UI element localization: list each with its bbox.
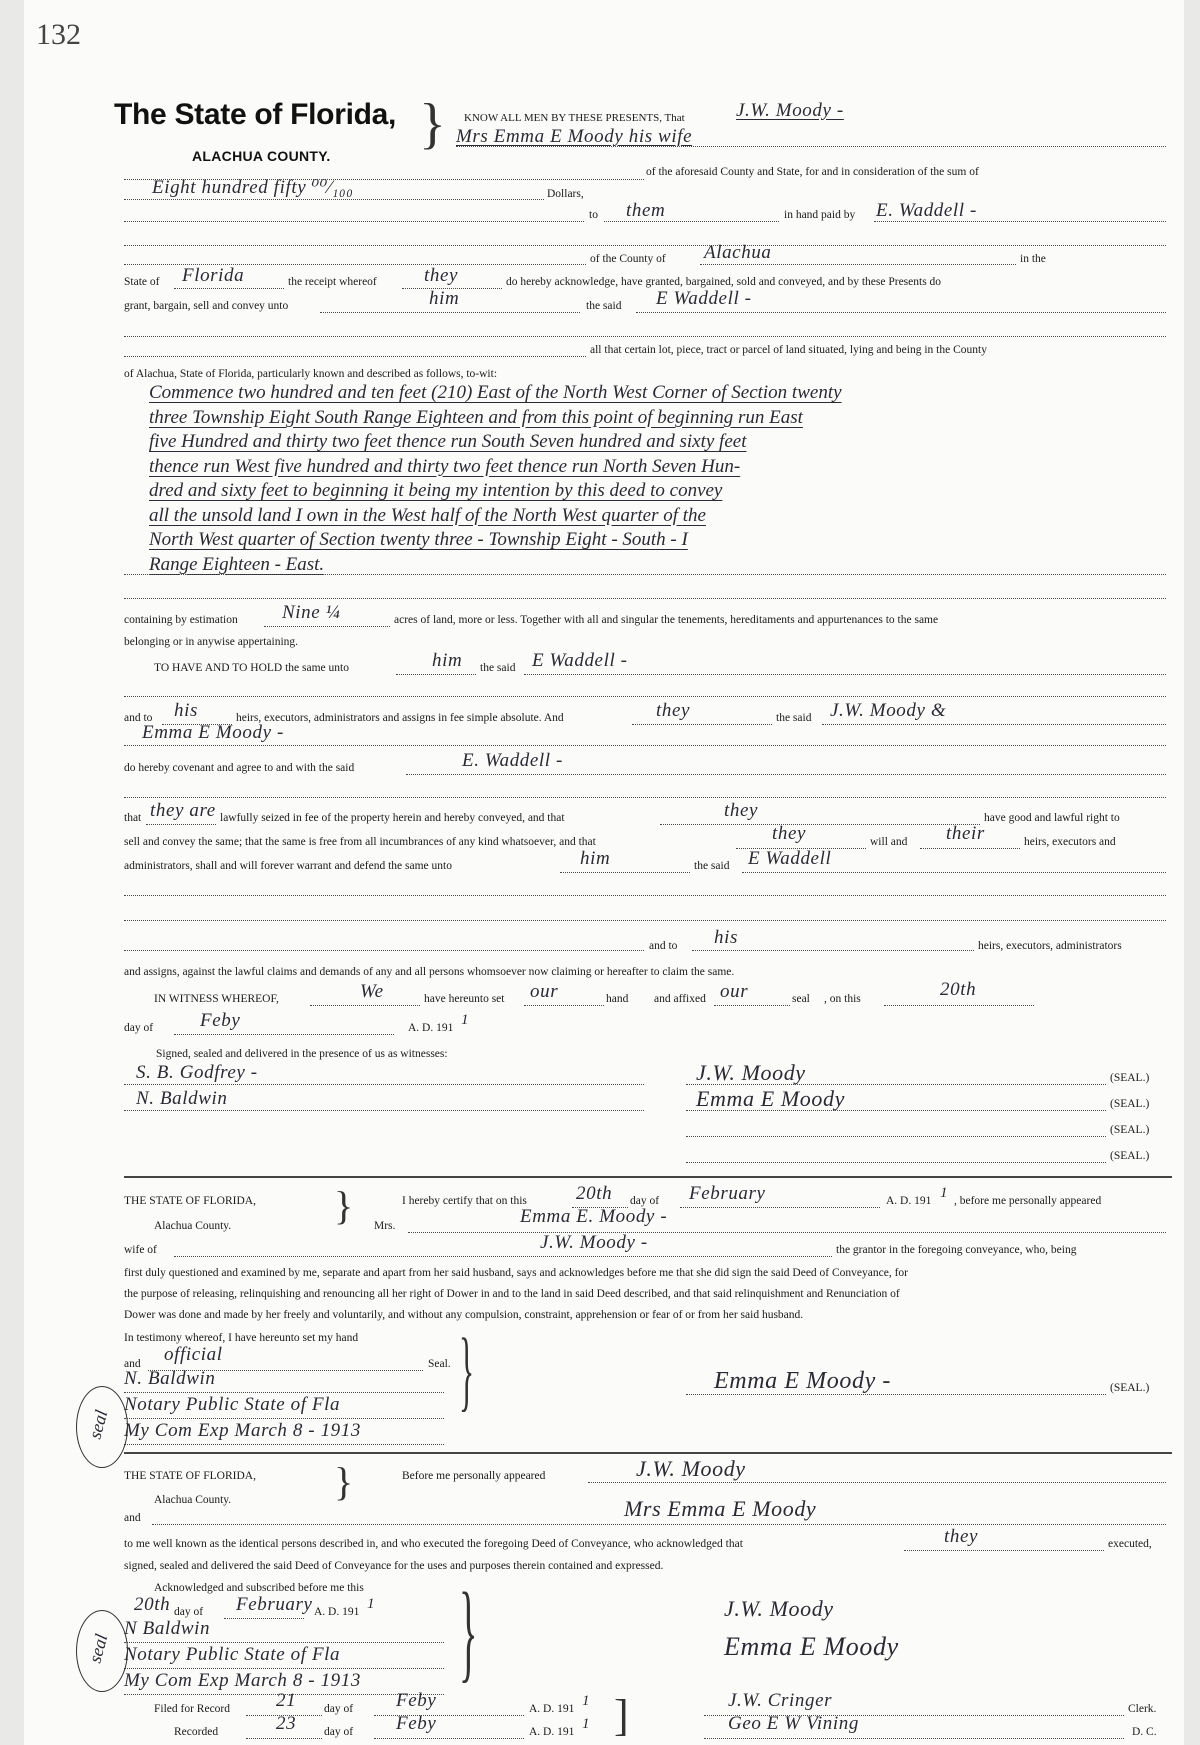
cert2-name-2: Mrs Emma E Moody <box>624 1496 817 1521</box>
rule <box>742 872 1166 873</box>
testimony-brace: } <box>459 1321 475 1420</box>
cert1-brace: } <box>334 1183 354 1228</box>
on-this-label: , on this <box>824 993 861 1005</box>
cert1-before-text: , before me personally appeared <box>954 1195 1102 1207</box>
rule <box>124 797 1166 798</box>
amount-handwritten: Eight hundred fifty ⁰⁰⁄₁₀₀ <box>152 177 354 198</box>
husband-name: J.W. Moody - <box>540 1232 648 1253</box>
rule <box>124 1642 444 1643</box>
recorded-day: 23 <box>276 1713 297 1734</box>
cert1-para-1: first duly questioned and examined by me, separate and apart from her said husband, says and acknowledges before me that she did sign the said Deed of Conveyance, for <box>124 1267 908 1279</box>
and-to-label: and to <box>649 940 678 952</box>
cert2-day-of: day of <box>174 1606 204 1618</box>
acknowledged-text: Acknowledged and subscribed before me this <box>154 1582 364 1594</box>
that-label: that <box>124 812 142 824</box>
sell-text: sell and convey the same; that the same is free from all incumbrances of any kind whatsoever, and that <box>124 836 596 848</box>
they-are-handwritten: they are <box>150 800 216 821</box>
his-handwritten: his <box>174 700 198 721</box>
to-whom: them <box>626 200 666 221</box>
cert2-county: Alachua County. <box>154 1494 232 1506</box>
rule <box>174 1034 394 1035</box>
their-handwritten: their <box>946 823 985 844</box>
paid-by-name: E. Waddell - <box>876 200 977 221</box>
signature-2: Emma E Moody <box>696 1086 845 1111</box>
rule <box>152 1524 1166 1525</box>
mrs-label: Mrs. <box>374 1220 396 1232</box>
rule <box>406 774 1166 775</box>
rule <box>124 336 1166 337</box>
cert1-para-3: Dower was done and made by her freely and voluntarily, and without any compulsion, constraint, apprehension or fear of or from her said husband. <box>124 1309 804 1321</box>
before-text: Before me personally appeared <box>402 1470 546 1482</box>
day-of-label: day of <box>124 1022 154 1034</box>
rule <box>920 848 1020 849</box>
covenant-name: E. Waddell - <box>462 750 563 771</box>
cert2-signature-1: J.W. Moody <box>724 1596 834 1621</box>
habendum-name: E Waddell - <box>532 650 628 671</box>
lot-text: all that certain lot, piece, tract or parcel of land situated, lying and being in the County <box>590 344 987 356</box>
cert1-day: 20th <box>576 1183 613 1204</box>
recorded-month: Feby <box>396 1713 437 1734</box>
rule <box>680 1207 880 1208</box>
description-line: five Hundred and thirty two feet thence run South Seven hundred and sixty feet <box>149 431 747 452</box>
cert2-year: 1 <box>367 1596 376 1612</box>
rule <box>408 1232 1166 1233</box>
the-said-label: the said <box>776 712 812 724</box>
cert1-day-of: day of <box>630 1195 660 1207</box>
document-title: The State of Florida, <box>114 98 397 131</box>
ad-label: A. D. 191 <box>408 1022 454 1034</box>
rule <box>320 312 580 313</box>
signature-1: J.W. Moody <box>696 1060 806 1085</box>
cert2-brace: } <box>334 1459 354 1504</box>
cert1-county: Alachua County. <box>154 1220 232 1232</box>
clerk-signature: J.W. Cringer <box>728 1690 833 1711</box>
rule <box>704 1738 1124 1739</box>
rule <box>124 356 586 357</box>
certify-text: I hereby certify that on this <box>402 1195 527 1207</box>
dollars-label: Dollars, <box>547 188 584 200</box>
state-of-label: State of <box>124 276 160 288</box>
cert2-notary-name: N Baldwin <box>124 1618 211 1639</box>
assigns-text: and assigns, against the lawful claims and demands of any and all persons whomsoever now claiming or hereafter to claim the same. <box>124 966 735 978</box>
rule <box>310 1005 420 1006</box>
witness-1: S. B. Godfrey - <box>136 1062 258 1083</box>
rule <box>146 824 216 825</box>
have-set-label: have hereunto set <box>424 993 505 1005</box>
rule <box>124 920 1166 921</box>
dc-signature: Geo E W Vining <box>728 1713 859 1734</box>
page-number: 132 <box>36 18 81 51</box>
rule <box>524 1005 604 1006</box>
covenant-text: do hereby covenant and agree to and with the said <box>124 762 355 774</box>
notary-title: Notary Public State of Fla <box>124 1394 341 1415</box>
grantor-handwritten-1: J.W. Moody & <box>830 700 947 721</box>
receipt-label: the receipt whereof <box>288 276 377 288</box>
grantor-wife: Mrs Emma E Moody his wife <box>456 126 693 147</box>
description-line: dred and sixty feet to beginning it being my intention by this deed to convey <box>149 480 723 501</box>
county-heading: ALACHUA COUNTY. <box>192 148 331 164</box>
seal-mark-text: seal <box>84 1631 112 1665</box>
rule <box>124 745 1166 746</box>
description-line: thence run West five hundred and thirty two feet thence run North Seven Hun- <box>149 455 741 477</box>
seal-word-label: Seal. <box>428 1358 451 1370</box>
seal-label-3: (SEAL.) <box>1110 1124 1150 1136</box>
mrs-name: Emma E. Moody - <box>520 1206 668 1227</box>
recorded-label: Recorded <box>174 1726 219 1738</box>
good-right-text: have good and lawful right to <box>984 812 1120 824</box>
paid-by-label: in hand paid by <box>784 209 856 221</box>
rule <box>174 1256 832 1257</box>
testimony-text: In testimony whereof, I have hereunto set my hand <box>124 1332 359 1344</box>
belonging-text: belonging or in anywise appertaining. <box>124 636 299 648</box>
grantor-text: the grantor in the foregoing conveyance, who, being <box>836 1244 1077 1256</box>
in-the-label: in the <box>1020 253 1046 265</box>
cert2-commission: My Com Exp March 8 - 1913 <box>124 1670 361 1691</box>
cert2-notary-title: Notary Public State of Fla <box>124 1644 341 1665</box>
seal-label-1: (SEAL.) <box>1110 1072 1150 1084</box>
cert2-name-1: J.W. Moody <box>636 1456 746 1481</box>
rule <box>686 1162 1106 1163</box>
consideration-text: of the aforesaid County and State, for and in consideration of the sum of <box>646 166 979 178</box>
grantor-handwritten-2: Emma E Moody - <box>142 722 284 743</box>
seized-text: lawfully seized in fee of the property herein and hereby conveyed, and that <box>220 812 565 824</box>
hand-label: hand <box>606 993 629 1005</box>
county-handwritten: Alachua <box>704 242 772 263</box>
seal-label-2: (SEAL.) <box>1110 1098 1150 1110</box>
year-handwritten: 1 <box>461 1012 470 1028</box>
acres-text: acres of land, more or less. Together with all and singular the tenements, hereditaments and appurtenances to the same <box>394 614 939 626</box>
filed-ad: A. D. 191 <box>529 1703 575 1715</box>
habendum-pronoun: him <box>432 650 463 671</box>
rule <box>124 1418 444 1419</box>
cert2-month: February <box>236 1594 313 1615</box>
grant-text: grant, bargain, sell and convey unto <box>124 300 289 312</box>
rule <box>604 221 779 222</box>
state-handwritten: Florida <box>182 265 245 286</box>
acres-handwritten: Nine ¼ <box>282 602 341 623</box>
and-label: and <box>124 1358 141 1370</box>
cert1-para-2: the purpose of releasing, relinquishing and renouncing all her right of Dower in and to the land in said Deed described, and that said relinquishment and Renunciation of <box>124 1288 900 1300</box>
rule <box>560 872 690 873</box>
heirs-exec-text: heirs, executors and <box>1024 836 1116 848</box>
rule <box>246 1738 322 1739</box>
they-handwritten-2: they <box>724 800 759 821</box>
official-handwritten: official <box>164 1344 223 1365</box>
the-said-label: the said <box>586 300 622 312</box>
rule <box>524 674 1166 675</box>
rule <box>904 1550 1104 1551</box>
receipt-who: they <box>424 265 459 286</box>
ack-brace: } <box>459 1570 478 1692</box>
deed-page <box>24 0 1184 1745</box>
grantee-name: E Waddell - <box>656 288 752 309</box>
rule <box>714 1005 790 1006</box>
cert2-day: 20th <box>134 1594 171 1615</box>
description-line: all the unsold land I own in the West half of the North West quarter of the <box>149 504 706 526</box>
rule <box>124 245 1166 246</box>
recorded-day-of: day of <box>324 1726 354 1738</box>
witness-2: N. Baldwin <box>136 1088 228 1109</box>
rule <box>124 895 1166 896</box>
executed-label: executed, <box>1108 1538 1152 1550</box>
clerk-label: Clerk. <box>1128 1703 1157 1715</box>
the-said-label: the said <box>480 662 516 674</box>
rule <box>874 221 1166 222</box>
cert2-ad: A. D. 191 <box>314 1606 360 1618</box>
notary-name: N. Baldwin <box>124 1368 216 1389</box>
recorded-year: 1 <box>582 1716 591 1732</box>
admin-text: administrators, shall and will forever warrant and defend the same unto <box>124 860 452 872</box>
filed-year: 1 <box>582 1693 591 1709</box>
cert2-and-label: and <box>124 1512 141 1524</box>
seal-word: seal <box>792 993 810 1005</box>
rule <box>124 1392 444 1393</box>
rule <box>124 1110 644 1111</box>
rule <box>456 146 1166 147</box>
know-all-text: KNOW ALL MEN BY THESE PRESENTS, That <box>464 112 685 124</box>
rule <box>124 574 1166 575</box>
name-handwritten-3: E Waddell <box>748 848 832 869</box>
grantee-pronoun: him <box>429 288 460 309</box>
rule <box>124 950 644 951</box>
cert2-they: they <box>944 1526 979 1547</box>
section-separator <box>124 1176 1172 1178</box>
header-brace: } <box>419 93 446 155</box>
rule <box>686 1110 1106 1111</box>
seal-mark-text: seal <box>84 1407 112 1441</box>
cert1-seal-label: (SEAL.) <box>1110 1382 1150 1394</box>
his-handwritten-2: his <box>714 927 738 948</box>
description-line: Range Eighteen - East. <box>149 553 325 575</box>
rule <box>124 598 1166 599</box>
of-county-label: of the County of <box>590 253 666 265</box>
our-handwritten-2: our <box>720 981 749 1002</box>
rule <box>124 1668 444 1669</box>
month-handwritten: Feby <box>200 1010 241 1031</box>
will-and-label: will and <box>870 836 908 848</box>
filed-month: Feby <box>396 1690 437 1711</box>
filed-day-of: day of <box>324 1703 354 1715</box>
rule <box>700 264 1016 265</box>
heirs-text: heirs, executors, administrators and assigns in fee simple absolute. And <box>236 712 564 724</box>
rule <box>124 1444 444 1445</box>
heirs-text-2: heirs, executors, administrators <box>978 940 1122 952</box>
wife-of-label: wife of <box>124 1244 157 1256</box>
to-have-text: TO HAVE AND TO HOLD the same unto <box>154 662 349 674</box>
day-handwritten: 20th <box>940 979 977 1000</box>
cert1-year: 1 <box>940 1185 949 1201</box>
rule <box>264 626 390 627</box>
rule <box>636 312 1166 313</box>
rule <box>660 824 980 825</box>
affixed-label: and affixed <box>654 993 706 1005</box>
dc-label: D. C. <box>1132 1726 1157 1738</box>
notary-commission: My Com Exp March 8 - 1913 <box>124 1420 361 1441</box>
cert1-state: THE STATE OF FLORIDA, <box>124 1195 256 1207</box>
section-separator <box>124 1452 1172 1454</box>
the-said-label: the said <box>694 860 730 872</box>
him-handwritten: him <box>580 848 611 869</box>
rule <box>692 950 974 951</box>
rule <box>224 1618 304 1619</box>
they-handwritten-3: they <box>772 823 807 844</box>
rule <box>124 696 1166 697</box>
they-handwritten: they <box>656 700 691 721</box>
cert1-ad: A. D. 191 <box>886 1195 932 1207</box>
rule <box>374 1738 524 1739</box>
rule <box>822 724 1166 725</box>
filed-day: 21 <box>276 1690 297 1711</box>
recorded-ad: A. D. 191 <box>529 1726 575 1738</box>
rule <box>884 1005 1034 1006</box>
rule <box>124 1084 644 1085</box>
signed-text: signed, sealed and delivered the said Deed of Conveyance for the uses and purposes therein contained and expressed. <box>124 1560 664 1572</box>
filed-label: Filed for Record <box>154 1703 231 1715</box>
description-line: Commence two hundred and ten feet (210) East of the North West Corner of Section twenty <box>149 382 842 403</box>
we-handwritten: We <box>360 981 384 1002</box>
containing-label: containing by estimation <box>124 614 238 626</box>
cert1-month: February <box>689 1183 766 1204</box>
grantor-name: J.W. Moody - <box>736 100 844 121</box>
description-line: three Township Eight South Range Eighteen and from this point of beginning run East <box>149 406 803 428</box>
seal-label-4: (SEAL.) <box>1110 1150 1150 1162</box>
cert1-signature: Emma E Moody - <box>714 1368 892 1394</box>
alachua-text: of Alachua, State of Florida, particularly known and described as follows, to-wit: <box>124 368 498 380</box>
known-text: to me well known as the identical persons described in, and who executed the foregoing Deed of Conveyance, who acknowledged that <box>124 1538 743 1550</box>
rule <box>686 1394 1106 1395</box>
our-handwritten: our <box>530 981 559 1002</box>
rule <box>632 724 772 725</box>
rule <box>588 1482 1166 1483</box>
filing-brace: ] <box>614 1691 629 1740</box>
rule <box>396 674 476 675</box>
signed-presence-text: Signed, sealed and delivered in the presence of us as witnesses: <box>156 1048 448 1060</box>
cert2-signature-2: Emma E Moody <box>724 1632 899 1661</box>
rule <box>174 288 284 289</box>
description-line: North West quarter of Section twenty three - Township Eight - South - I <box>149 529 688 550</box>
acknowledge-text: do hereby acknowledge, have granted, bargained, sold and conveyed, and by these Presents do <box>506 276 942 288</box>
rule <box>124 199 544 200</box>
rule <box>686 1136 1106 1137</box>
in-witness-label: IN WITNESS WHEREOF, <box>154 993 279 1005</box>
to-label: to <box>589 209 598 221</box>
rule <box>124 221 584 222</box>
rule <box>686 1084 1106 1085</box>
and-to-label: and to <box>124 712 153 724</box>
cert2-state: THE STATE OF FLORIDA, <box>124 1470 256 1482</box>
